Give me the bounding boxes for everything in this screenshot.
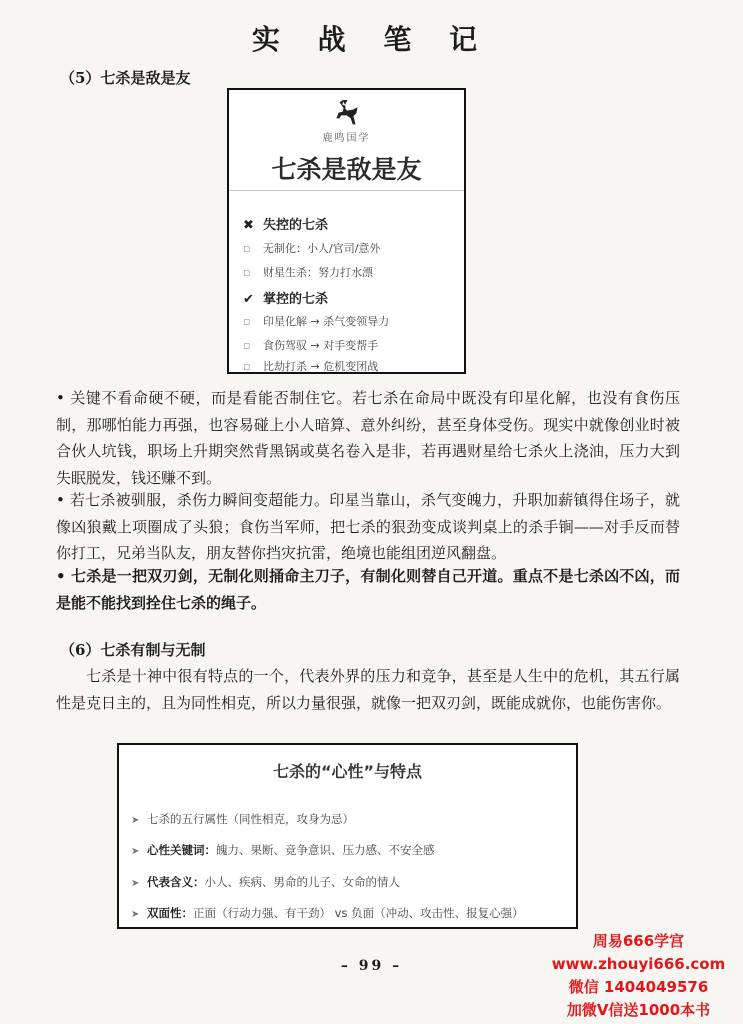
section-6-heading: （6）七杀有制与无制 xyxy=(60,641,206,659)
paragraph-uncontrolled: • 关键不看命硬不硬，而是看能否制住它。若七杀在命局中既没有印星化解，也没有食伤压制，那哪怕能力再强，也容易碰上小人暗算、意外纠纷，甚至身体受伤。现实中就像创业时被合伙人坑钱，职场上升期突然背黑锅或莫名卷入是非，若再遇财星给七杀火上浇油，压力大到失眠脱发，钱还赚不到。 xyxy=(56,389,680,487)
list-item-label: 失控的七杀 xyxy=(263,218,329,233)
watermark-line: 周易666学宫 xyxy=(592,932,685,950)
deer-logo-icon xyxy=(331,96,363,128)
paragraph-controlled: • 若七杀被驯服，杀伤力瞬间变超能力。印星当靠山，杀气变魄力，升职加薪镇得住场子，就像凶狼戴上项圈成了头狼；食伤当军师，把七杀的狠劲变成谈判桌上的杀手锏——对手反而替你打工，兄弟当队友，朋友替你挡灾抗雷，绝境也能组团逆风翻盘。 xyxy=(56,491,680,562)
square-bullet-icon: ▫ xyxy=(243,266,251,279)
list-item-label: 掌控的七杀 xyxy=(263,292,329,307)
list-item xyxy=(243,313,389,329)
list-item-label: 七杀的五行属性（同性相克，攻身为忌） xyxy=(147,812,354,826)
figure-seven-killings-traits xyxy=(117,743,578,929)
arrow-bullet-icon: ➤ xyxy=(131,846,140,857)
divider xyxy=(229,190,464,191)
section-5-heading: （5）七杀是敌是友 xyxy=(60,69,191,87)
list-item-key: 心性关键词： xyxy=(147,843,216,857)
list-item-label: 魄力、果断、竞争意识、压力感、不安全感 xyxy=(216,843,435,857)
square-bullet-icon: ▫ xyxy=(243,315,251,328)
list-item xyxy=(243,337,378,353)
list-item xyxy=(243,264,373,280)
list-item-key: 双面性： xyxy=(147,906,193,920)
page-number: – 99 – xyxy=(340,958,403,974)
list-item xyxy=(131,811,354,827)
list-item-label: 食伤驾驭 → 对手变帮手 xyxy=(263,339,379,352)
list-item xyxy=(243,240,380,256)
list-item-label: 财星生杀：努力打水漂 xyxy=(263,266,373,279)
watermark-line: 加微V信送1000本书 xyxy=(566,1001,711,1019)
square-bullet-icon: ▫ xyxy=(243,339,251,352)
list-item xyxy=(243,288,328,307)
watermark xyxy=(541,930,736,1022)
list-item-label: 正面（行动力强、有干劲） vs 负面（冲动、攻击性、报复心强） xyxy=(193,906,524,920)
paragraph-summary: • 七杀是一把双刃剑，无制化则捅命主刀子，有制化则替自己开道。重点不是七杀凶不凶，而是能不能找到拴住七杀的绳子。 xyxy=(56,567,680,612)
arrow-bullet-icon: ➤ xyxy=(131,815,140,826)
list-item xyxy=(131,905,524,921)
figure-seven-killings-friend-or-foe xyxy=(227,88,466,374)
list-item-label: 小人、疾病、男命的儿子、女命的情人 xyxy=(204,875,400,889)
list-item-label: 比劫打杀 → 危机变团战 xyxy=(263,360,379,373)
arrow-bullet-icon: ➤ xyxy=(131,909,140,920)
brand-name: 鹿鸣国学 xyxy=(322,133,371,144)
list-item xyxy=(243,214,328,233)
arrow-bullet-icon: ➤ xyxy=(131,878,140,889)
square-bullet-icon: ▫ xyxy=(243,360,251,373)
watermark-line: 微信 1404049576 xyxy=(568,978,709,996)
cross-icon: ✖ xyxy=(243,218,254,233)
figure-title: 七杀是敌是友 xyxy=(271,155,422,184)
page-title: 实 战 笔 记 xyxy=(251,23,492,56)
section-6-body: 七杀是十神中很有特点的一个，代表外界的压力和竞争，甚至是人生中的危机，其五行属性是克日主的，且为同性相克，所以力量很强，就像一把双刃剑，既能成就你，也能伤害你。 xyxy=(56,667,680,712)
list-item-key: 代表含义： xyxy=(147,875,205,889)
list-item-label: 无制化：小人/官司/意外 xyxy=(263,242,381,255)
figure-title: 七杀的“心性”与特点 xyxy=(272,762,423,781)
watermark-line: www.zhouyi666.com xyxy=(551,955,726,973)
list-item xyxy=(243,358,378,374)
check-icon: ✔ xyxy=(243,292,254,307)
list-item xyxy=(131,874,400,890)
list-item-label: 印星化解 → 杀气变领导力 xyxy=(263,315,390,328)
list-item xyxy=(131,842,435,858)
square-bullet-icon: ▫ xyxy=(243,242,251,255)
